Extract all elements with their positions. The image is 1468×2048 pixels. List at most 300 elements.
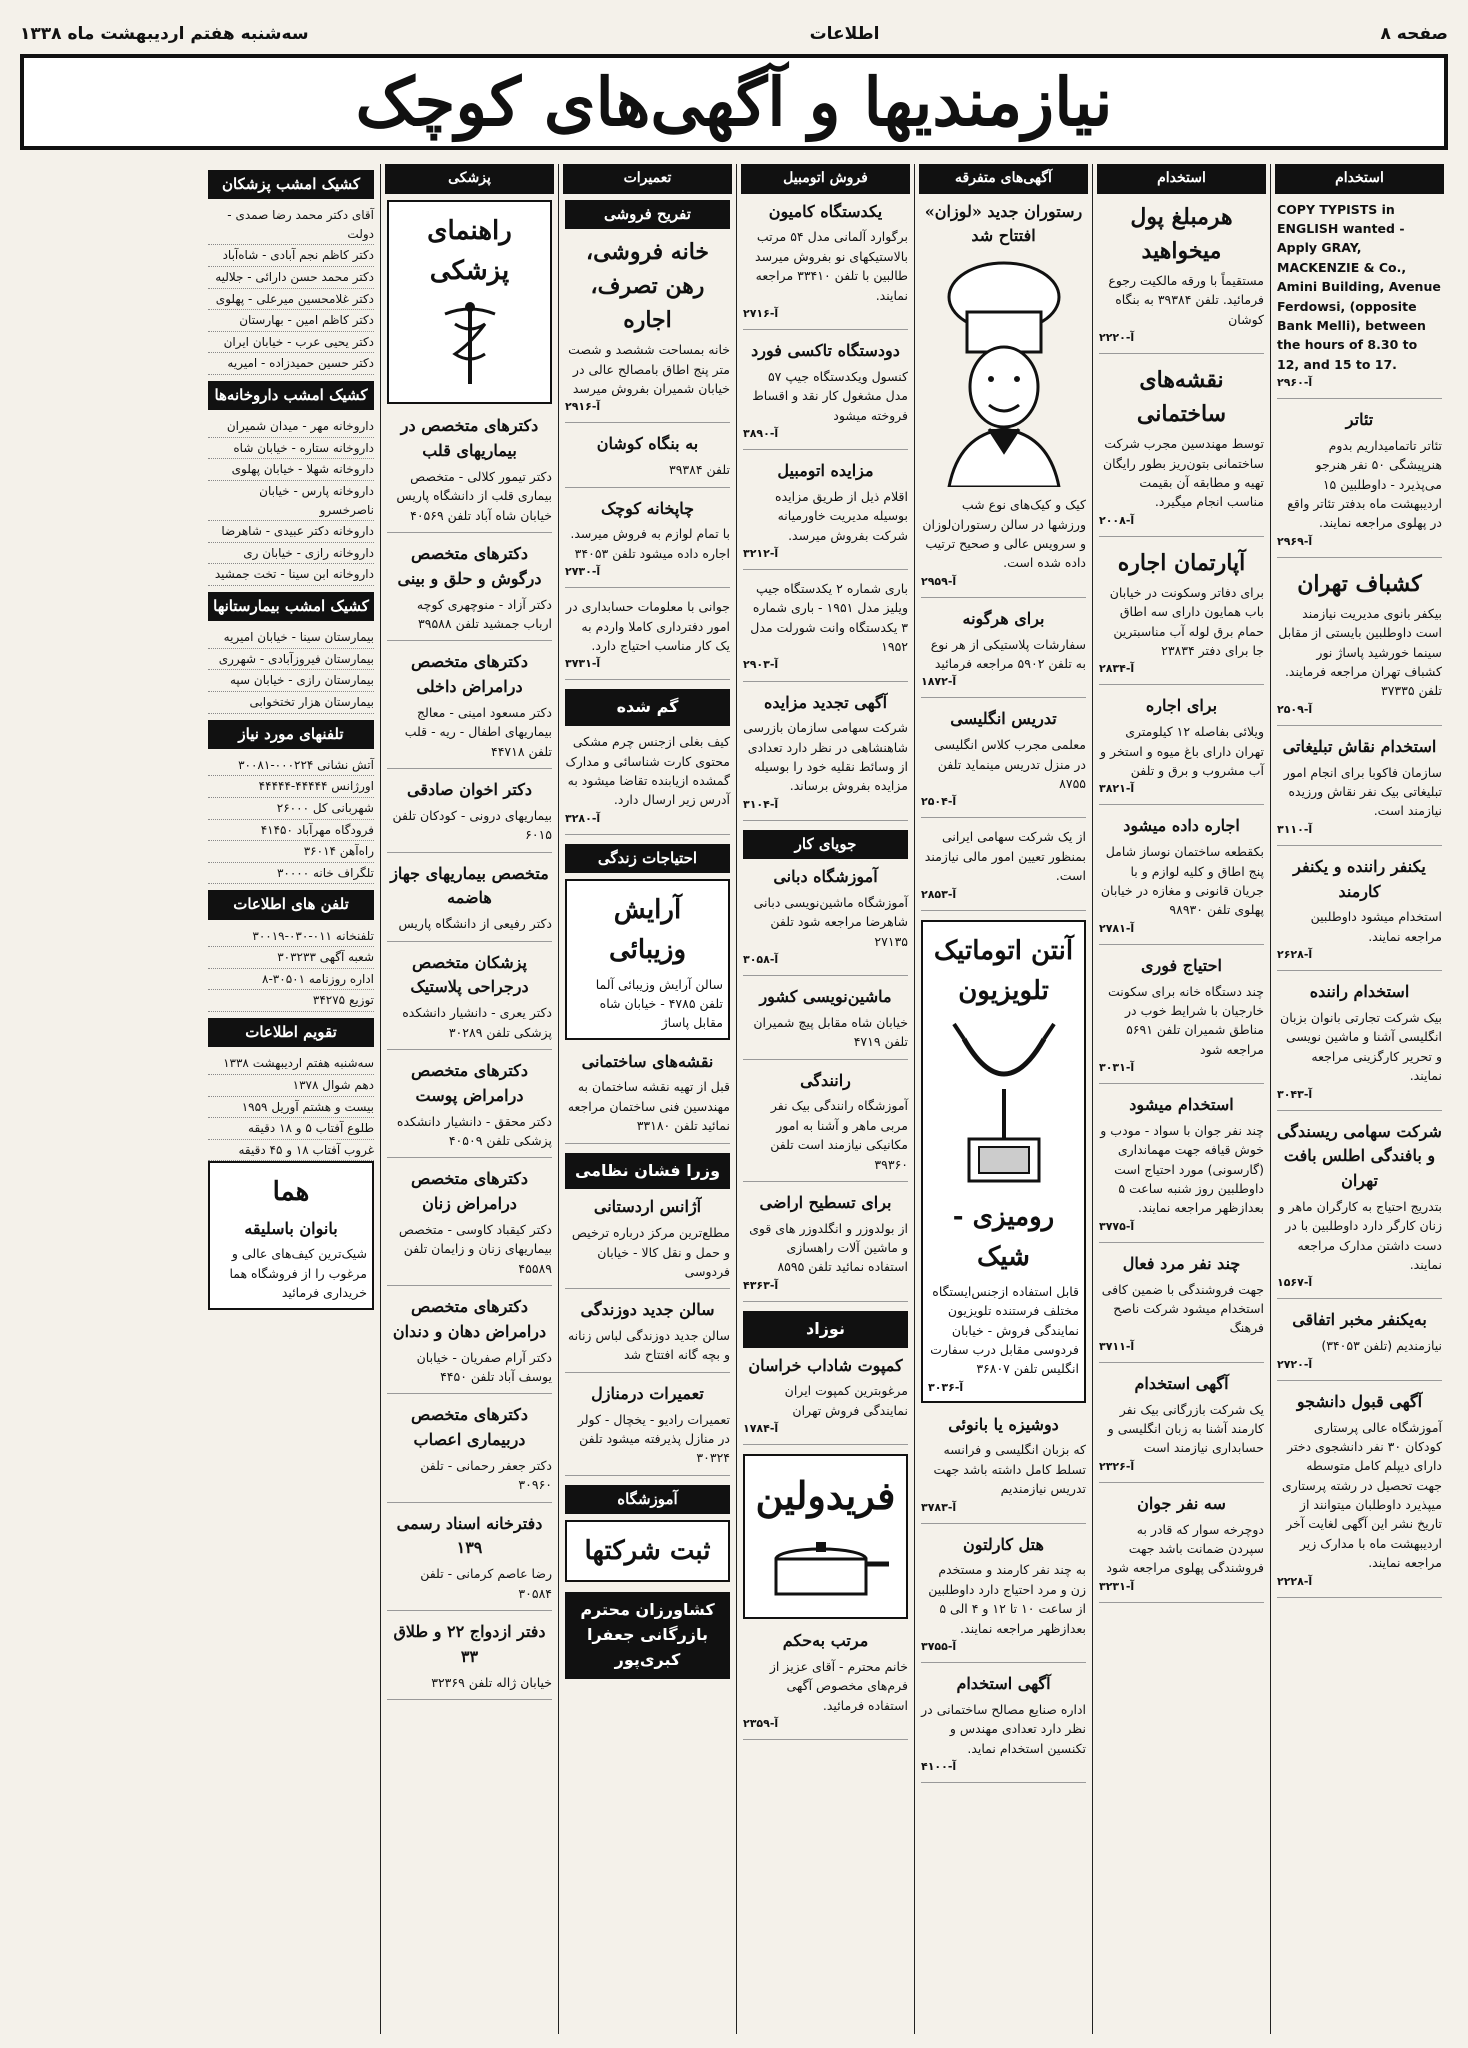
ad-code: آ-۳۸۲۱ [1099, 782, 1135, 796]
ad-body: دکتر محقق - دانشیار دانشکده پزشکی تلفن ۴۰۵۰۹ [396, 1113, 552, 1148]
ad [1099, 814, 1264, 944]
page-header [20, 14, 1448, 54]
ad [743, 1191, 908, 1302]
ad [565, 432, 730, 487]
ad-title: دکترهای متخصص درامراض پوست [410, 1060, 528, 1105]
ad-title: آرایش وزیبائی [608, 894, 687, 966]
ad-body: آموزشگاه ماشین‌نویسی دبانی شاهرضا مراجعه شود تلفن ۲۷۱۳۵ [753, 894, 908, 949]
ad-title: به بنگاه کوشان [596, 434, 699, 454]
ad-body: دکتر رفیعی از دانشگاه پاریس [398, 916, 552, 932]
list-item: داروخانه رازی - خیابان ری [208, 543, 374, 565]
ad-title: دکترهای متخصص درامراض زنان [410, 1169, 528, 1214]
ad-title: سه نفر جوان [1137, 1493, 1226, 1513]
ad-body: چند دستگاه خانه برای سکونت خارجیان با شرایط خوب در مناطق شمیران تلفن ۵۶۹۱ مراجعه شود [1108, 983, 1264, 1057]
ad-body: مطلع‌ترین مرکز درباره ترخیص و حمل و نقل کالا - خیابان فردوسی [571, 1225, 730, 1279]
list-item: آقای دکتر محمد رضا صمدی - دولت [208, 205, 374, 245]
doctor-listing [387, 542, 552, 641]
list-item: دهم شوال ۱۳۷۸ [208, 1075, 374, 1097]
ad-title: آگهی قبول دانشجو [1296, 1391, 1423, 1411]
ad-code: آ-۲۷۸۱ [1099, 921, 1135, 935]
ad-code: آ-۳۱۰۴ [743, 797, 779, 811]
ad-body: بیک شرکت تجارتی بانوان بزبان انگلیسی آشنا و ماشین نویسی و تحریر کارگزینی مراجعه نمایند. [1280, 1010, 1442, 1084]
section-heading: تلفن های اطلاعات [208, 890, 374, 919]
doctor-listing [387, 1512, 552, 1611]
list-item: سه‌شنبه هفتم اردیبهشت ۱۳۳۸ [208, 1053, 374, 1075]
ad-title: آگهی استخدام [1134, 1373, 1229, 1393]
list-item: تلگراف خانه ۳۰۰۰۰ [208, 863, 374, 885]
section-heading: کشیک امشب داروخانه‌ها [208, 381, 374, 410]
ad [565, 497, 730, 589]
doctor-listing [387, 778, 552, 853]
ad-body: شرکت سهامی سازمان بازرسی شاهنشاهی در نظر دارد تعدادی از وسائط نقلیه خود را بوسیله مزایده بفروش برساند. [743, 720, 908, 794]
ad [1277, 980, 1442, 1110]
ad-code: آ-۲۸۳۴ [1099, 662, 1135, 676]
ad-code: آ-۲۹۱۶ [565, 400, 601, 414]
ad [1099, 1492, 1264, 1603]
ad-title: دوشیزه یا بانوئی [948, 1414, 1059, 1434]
homa-subtitle: بانوان باسلیقه [244, 1218, 338, 1238]
english-ad-text: COPY TYPISTS in ENGLISH wanted - Apply GRAY, MACKENZIE & Co., Amini Building, Avenue Ferdowsi, (opposite Bank Melli), between the hours of 8.30 to 12, and 15 to 17. [1277, 201, 1441, 372]
ad-body: نیازمندیم (تلفن ۳۴۰۵۳) [1321, 1338, 1442, 1354]
ad [565, 1298, 730, 1373]
ad-body: دوچرخه سوار که قادر به سپردن ضمانت باشد جهت فروشندگی پهلوی مراجعه شود [1106, 1521, 1264, 1576]
amoozesh-banner: آموزشگاه [565, 1485, 730, 1514]
ad-title: استخدام نقاش تبلیغاتی [1282, 736, 1437, 756]
list-item: بیمارستان رازی - خیابان سپه [208, 670, 374, 692]
list-item: داروخانه ستاره - خیابان شاه [208, 438, 374, 460]
ad [1277, 1120, 1442, 1300]
doctor-listing [387, 862, 552, 942]
ad-code: آ-۳۰۴۳ [1277, 1087, 1313, 1101]
ad-title: دکترهای متخصص در بیماریهای قلب [400, 416, 539, 461]
ad-body: اقلام ذیل از طریق مزایده بوسیله مدیریت خاورمیانه شرکت بفروش میرسد. [775, 488, 908, 543]
section-heading: کشیک امشب بیمارستانها [208, 592, 374, 621]
ad-code: آ-۳۰۳۶ [928, 1380, 964, 1394]
romizi-title: رومیزی - شیک [952, 1202, 1055, 1273]
list-item: داروخانه شهلا - خیابان پهلوی [208, 459, 374, 481]
chef-icon [929, 257, 1079, 487]
list-item: بیمارستان هزار تختخوابی [208, 692, 374, 714]
ad [743, 691, 908, 821]
fridolin-ad [743, 1454, 908, 1619]
ad-title: دفتر ازدواج ۲۲ و طلاق ۳۳ [393, 1622, 546, 1666]
list-item: داروخانه ابن سینا - تخت جمشید [208, 564, 374, 586]
ad-body: برگوارد آلمانی مدل ۵۴ مرتب بالاستیکهای نو بفروش میرسد طالبین با تلفن ۳۳۴۱۰ مراجعه نمایند. [755, 229, 908, 303]
ad [1099, 546, 1264, 686]
ad [1099, 1093, 1264, 1243]
list-item: آتش نشانی ۰۰۰۲۲۴-۳۰۰۸۱ [208, 755, 374, 777]
ad-title: دکترهای متخصص درگوش و حلق و بینی [397, 544, 542, 588]
ad-code: آ-۳۰۵۸ [743, 953, 779, 967]
list-item: غروب آفتاب ۱۸ و ۴۵ دقیقه [208, 1140, 374, 1162]
jooya-banner: جویای کار [743, 830, 908, 859]
ad [565, 732, 730, 835]
ad-code: آ-۲۹۶۹ [1277, 534, 1313, 548]
useful-phones-list [208, 755, 374, 885]
ad-title: مزایده اتومبیل [777, 461, 874, 480]
ad-title: استخدام راننده [1309, 982, 1410, 1002]
list-item: شعبه آگهی ۳۰۳۲۳۳ [208, 947, 374, 969]
doctor-listing [387, 1295, 552, 1394]
ad-title: کمپوت شاداب خراسان [748, 1355, 903, 1375]
medical-guide-box [387, 200, 552, 405]
ad-body: مرغوبترین کمپوت ایران نمایندگی فروش تهران [784, 1383, 908, 1418]
ad-body: به چند نفر کارمند و مستخدم زن و مرد احتیاج دارد داوطلبین از ساعت ۱۰ تا ۱۲ و ۴ الی ۵ بعدازظهر مراجعه نمایند. [928, 1562, 1086, 1636]
doctors-on-duty-list [208, 205, 374, 375]
ad-title: کشاورزان محترم [580, 1600, 715, 1620]
ad [1099, 1252, 1264, 1363]
column-6-heading: پزشکی [385, 164, 554, 194]
ad [743, 200, 908, 330]
ad-code: آ-۱۵۶۷ [1277, 1276, 1313, 1290]
ad-body: دکتر جعفر رحمانی - تلفن ۳۰۹۶۰ [420, 1457, 552, 1493]
ad [921, 1413, 1086, 1524]
ad-body: خیابان شاه مقابل پیچ شمیران تلفن ۴۷۱۹ [753, 1014, 908, 1050]
pharmacies-on-duty-list [208, 416, 374, 586]
ad-body: جهت فروشندگی با ضمین کافی استخدام میشود شرکت ناصح فرهنگ [1101, 1281, 1264, 1336]
list-item: راه‌آهن ۳۶۰۱۴ [208, 841, 374, 863]
caduceus-illustration [394, 299, 545, 389]
ad-body: دکتر آزاد - منوچهری کوچه ارباب جمشید تلفن ۳۹۵۸۸ [416, 596, 552, 631]
ad-code: آ-۲۵۰۹ [1277, 702, 1313, 716]
ad-code: آ-۳۷۵۵ [921, 1639, 957, 1653]
hospitals-on-duty-list [208, 627, 374, 713]
column-1-heading: استخدام [1275, 164, 1444, 194]
column-2-heading: استخدام [1097, 164, 1266, 194]
ad [743, 1069, 908, 1182]
ad-code: آ-۴۱۰۰ [921, 1759, 957, 1773]
ad-title: یکدستگاه کامیون [768, 201, 883, 221]
pressure-cooker-icon [761, 1534, 891, 1604]
ad-title: آپارتمان اجاره [1117, 549, 1246, 576]
ad [743, 865, 908, 976]
ad [1277, 567, 1442, 726]
masthead-title: نیازمندیها و آگهی‌های کوچک [355, 63, 1113, 141]
ad-title: آژانس اردستانی [593, 1197, 702, 1217]
ad-body: آموزشگاه عالی پرستاری کودکان ۳۰ نفر دانشجوی دختر دارای دیپلم کامل متوسطه جهت تحصیل در رشته پرستاری میپذیرد داوطلبان میتوانند از تاریخ نشر این آگهی لغایت آخر اردیبهشت ماه با مدارک زیر مراجعه نمایند. [1281, 1419, 1442, 1571]
chef-illustration [921, 257, 1086, 487]
ad-body: برای دفاتر وسکونت در خیابان باب همایون دارای سه اطاق حمام برق لوله آب مناسبترین جا برای دفتر ۲۳۸۳۴ [1109, 584, 1264, 658]
ad-title: تعمیرات درمنازل [591, 1383, 704, 1403]
ad [565, 597, 730, 680]
homa-ad [208, 1161, 374, 1309]
section-heading: تقویم اطلاعات [208, 1018, 374, 1047]
section-heading: تلفنهای مورد نیاز [208, 720, 374, 749]
ad-title: اجاره داده میشود [1123, 816, 1240, 836]
ad-body: استخدام میشود داوطلبین مراجعه نمایند. [1310, 909, 1442, 944]
doctor-listing [387, 1167, 552, 1286]
ad-code: آ-۳۲۸۰ [565, 811, 601, 825]
ad-code: آ-۳۲۳۱ [1099, 1579, 1135, 1593]
ad-title: نقشه‌های ساختمانی [581, 1051, 714, 1071]
ad-body: ویلائی بفاصله ۱۲ کیلومتری تهران دارای باغ میوه و استخر و آب مشروب و برق و تلفن [1100, 724, 1264, 778]
ad-body: سالن آرایش وزیبائی آلما تلفن ۴۷۸۵ - خیابان شاه مقابل پاساژ [595, 976, 723, 1031]
ad-code: آ-۳۱۱۰ [1277, 822, 1313, 836]
ad-body: تلفن ۳۹۳۸۴ [668, 462, 730, 478]
ad-body: که بزبان انگلیسی و فرانسه تسلط کامل داشته باشد جهت تدریس نیازمندیم [933, 1442, 1086, 1497]
ad-code: آ-۲۹۰۳ [743, 658, 779, 672]
ad-code: آ-۳۷۱۱ [1099, 1339, 1135, 1353]
doctor-listing [387, 951, 552, 1050]
column-1 [1270, 164, 1448, 2034]
list-item: تلفنخانه ۰۱۱-۰۳۰-۳۰۰۱۹ [208, 926, 374, 948]
ad-body: خیابان ژاله تلفن ۳۲۳۶۹ [431, 1674, 552, 1690]
ad-body: مستقیماً با ورقه مالکیت رجوع فرمائید. تلفن ۳۹۳۸۴ به بنگاه کوشان [1108, 272, 1264, 327]
ad [565, 1050, 730, 1144]
ad-body: دکتر یعری - دانشیار دانشکده پزشکی تلفن ۳۰۲۸۹ [402, 1005, 552, 1040]
column-3 [914, 164, 1092, 2034]
column-7 [202, 164, 380, 2034]
tafrigh-banner: تفریح فروشی [565, 200, 730, 229]
ad-title: چند نفر مرد فعال [1122, 1253, 1241, 1273]
tv-antenna-title: آنتن اتوماتیک تلویزیون [933, 935, 1074, 1006]
ad-body: رضا عاصم کرمانی - تلفن ۳۰۵۸۴ [420, 1566, 552, 1601]
ad-title: برای تسطیح اراضی [759, 1192, 892, 1212]
section-heading: کشیک امشب پزشکان [208, 170, 374, 199]
list-item: بیست و هشتم آوریل ۱۹۵۹ [208, 1097, 374, 1119]
beauty-salon-ad [565, 879, 730, 1040]
fridolin-brand: فریدولین [755, 1473, 896, 1519]
english-ad [1277, 200, 1442, 399]
ad [1099, 363, 1264, 537]
ad-body: اداره صنایع مصالح ساختمانی در نظر دارد تعدادی مهندس و تکنسین استخدام نماید. [921, 1701, 1086, 1756]
calendar-list [208, 1053, 374, 1161]
ad [743, 1354, 908, 1446]
ad-code: آ-۲۷۲۰ [1277, 1357, 1313, 1371]
list-item: اورژانس ۴۴۴۴۴-۴۴۴۴۴ [208, 776, 374, 798]
ad-title: شرکت سهامی ریسندگی و بافندگی اطلس بافت تهران [1277, 1121, 1442, 1191]
doctor-listing [387, 1403, 552, 1502]
ad-code: آ-۲۳۵۹ [743, 1717, 779, 1731]
ad-body: قبل از تهیه نقشه ساختمان به مهندسین فنی ساختمان مراجعه نمائید تلفن ۳۳۱۸۰ [567, 1079, 730, 1134]
ad-title: دکترهای متخصص درامراض داخلی [410, 652, 528, 697]
ejtemaiat-banner: احتیاجات زندگی [565, 844, 730, 873]
ad-body: کیک و کیک‌های نوع شب ورزشها در سالن رستوران‌لوزان و سرویس عالی و صحیح ترتیب داده شده است. [922, 497, 1086, 571]
ad [921, 827, 1086, 910]
ad-title: خانه فروشی، رهن تصرف، اجاره [585, 238, 710, 334]
list-item: دکتر کاظم امین - بهارستان [208, 310, 374, 332]
list-item: دکتر محمد حسن دارائی - جلالیه [208, 267, 374, 289]
ad [565, 235, 730, 423]
ad [1277, 1308, 1442, 1380]
ad-title: احتیاج فوری [1141, 955, 1222, 975]
ad-title: برای هرگونه [962, 608, 1045, 628]
ad-body: آموزشگاه رانندگی بیک نفر مربی ماهر و آشنا به امور مکانیکی نیازمند است تلفن ۳۹۳۶۰ [770, 1098, 908, 1172]
ad-body: خانه بمساحت ششصد و شصت متر پنج اطاق بامصالح عالی در خیابان شمیران بفروش میرسد [568, 342, 730, 396]
ad-code: آ-۲۷۱۶ [743, 306, 779, 320]
ad-body: سازمان فاکوبا برای انجام امور تبلیغاتی بیک نفر نقاش ورزیده نیازمند است. [1283, 764, 1442, 819]
ad-title: مرتب به‌حکم [782, 1631, 869, 1651]
medical-guide-title: راهنمای پزشکی [427, 215, 512, 286]
list-item: داروخانه دکتر عبیدی - شاهرضا [208, 521, 374, 543]
list-item: طلوع آفتاب ۵ و ۱۸ دقیقه [208, 1118, 374, 1140]
nozad-banner: نوزاد [743, 1311, 908, 1348]
ad [1099, 200, 1264, 354]
ad [921, 495, 1086, 598]
columns [20, 164, 1448, 2034]
column-6 [380, 164, 558, 2034]
ad [1277, 1390, 1442, 1598]
ad [565, 1382, 730, 1476]
column-5 [558, 164, 736, 2034]
ad-body: بیماریهای درونی - کودکان تلفن ۶۰۱۵ [392, 807, 552, 843]
ad-title: دفترخانه اسناد رسمی ۱۳۹ [396, 1513, 543, 1558]
ad-body: معلمی مجرب کلاس انگلیسی در منزل تدریس مینماید تلفن ۸۷۵۵ [934, 737, 1086, 791]
gomshode-banner: گم شده [565, 689, 730, 726]
ad-code: آ-۲۲۲۰ [1099, 331, 1135, 344]
ad-body: دکتر کیقباد کاوسی - متخصص بیماریهای زنان و زایمان تلفن ۴۵۵۸۹ [398, 1221, 552, 1276]
ad-title: آگهی استخدام [956, 1673, 1051, 1693]
ad-code: آ-۲۳۲۶ [1099, 1459, 1135, 1473]
doctor-listing [387, 650, 552, 769]
ad [565, 1195, 730, 1289]
ad-code: آ-۲۶۲۸ [1277, 948, 1313, 962]
ad-title: ماشین‌نویسی کشور [759, 987, 892, 1007]
ad-body: تعمیرات رادیو - یخچال - کولر در منازل پذیرفته میشود تلفن ۳۰۳۲۴ [577, 1411, 730, 1466]
list-item: داروخانه پارس - خیابان ناصرخسرو [208, 481, 374, 521]
ad-code: آ-۲۵۰۴ [921, 795, 957, 809]
ad [1099, 694, 1264, 805]
list-item: بیمارستان فیروزآبادی - شهرری [208, 649, 374, 671]
ad [743, 579, 908, 682]
column-4-heading: فروش اتومبیل [741, 164, 910, 194]
ad-code: آ-۲۷۳۰ [565, 565, 601, 579]
ad-title: دکتر اخوان صادقی [407, 780, 532, 800]
ad-code: آ-۳۷۷۵ [1099, 1219, 1135, 1233]
ad-body: دکتر تیمور کلالی - متخصص بیماری قلب از دانشگاه پاریس خیابان شاه آباد تلفن ۴۰۵۶۹ [396, 468, 552, 523]
ad-title: برای اجاره [1145, 696, 1218, 716]
list-item: دکتر یحیی عرب - خیابان ایران [208, 332, 374, 354]
ad [921, 1533, 1086, 1663]
ad-code: آ-۴۳۶۳ [743, 1278, 779, 1292]
caduceus-icon [435, 299, 505, 389]
ad-code: آ-۲۹۶۰ [1277, 376, 1313, 390]
ad-code: آ-۳۷۳۱ [565, 657, 601, 671]
ad-title: نقشه‌های ساختمانی [1136, 367, 1227, 428]
ad-code: آ-۲۹۵۹ [921, 574, 957, 588]
ad-code: آ-۲۸۵۳ [921, 887, 957, 901]
ad-body: یک شرکت بازرگانی بیک نفر کارمند آشنا به زبان انگلیسی و حسابداری نیازمند است [1107, 1401, 1264, 1456]
ad-title: پزشکان متخصص درجراحی پلاستیک [410, 952, 529, 997]
nezami-banner: وزرا فشان نظامی [565, 1153, 730, 1190]
column-2 [1092, 164, 1270, 2034]
ad-body: بکقطعه ساختمان نوساز شامل پنج اطاق و کلیه لوازم و با جریان قانونی و مغازه در خیابان پهلوی تلفن ۹۸۹۳۰ [1100, 844, 1264, 918]
ad-title: دکترهای متخصص درامراض دهان و دندان [392, 1296, 547, 1341]
list-item: اداره روزنامه ۳۰۵۰۱-۸ [208, 969, 374, 991]
ad-title: کشباف تهران [1297, 570, 1422, 597]
list-item: فرودگاه مهرآباد ۴۱۴۵۰ [208, 820, 374, 842]
doctor-listing [387, 414, 552, 533]
farmers-ad [565, 1592, 730, 1678]
ad-body: سفارشات پلاستیکی از هر نوع به تلفن ۵۹۰۲ مراجعه فرمائید [930, 636, 1086, 671]
ad [743, 985, 908, 1060]
ad-code: آ-۳۷۸۳ [921, 1500, 957, 1514]
ad-title: دکترهای متخصص دربیماری اعصاب [410, 1405, 528, 1450]
ad-title: چاپخانه کوچک [600, 498, 695, 518]
ad-title: آگهی تجدید مزایده [763, 692, 888, 712]
ad-body: توسط مهندسین مجرب شرکت ساختمانی بتون‌ریز بطور رایگان تهیه و مطابقه آن بقیمت مناسب انجام میگیرد. [1102, 436, 1264, 510]
ad-body: با تمام لوازم به فروش میرسد. اجاره داده میشود تلفن ۳۴۰۵۳ [570, 526, 730, 561]
masthead [20, 54, 1448, 150]
ad-title: متخصص بیماریهای جهاز هاضمه [390, 863, 549, 908]
paper-name: اطلاعات [809, 24, 880, 44]
ad-body: بازرگانی جعفرا کبری‌پور [586, 1625, 709, 1669]
ad-body: بتدریج احتیاج به کارگران ماهر و زنان کارگر دارد داوطلبین با در دست داشتن مدارک مراجعه نمایند. [1278, 1198, 1442, 1273]
ad-body: سالن جدید دوزندگی لباس زنانه و بچه گانه افتتاح شد [567, 1328, 730, 1363]
ad-code: آ-۱۸۷۲ [921, 675, 957, 689]
ad-title: به‌یکنفر مخبر اتفاقی [1292, 1310, 1427, 1330]
ad-body: از بولدوزر و انگلدوزر های قوی و ماشین آلات راهسازی استفاده نمائید تلفن ۸۵۹۵ [749, 1220, 908, 1275]
ad-title: آموزشگاه دبانی [773, 867, 878, 887]
ad-title: هتل کارلتون [963, 1534, 1044, 1554]
list-item: شهربانی کل ۲۶۰۰۰ [208, 798, 374, 820]
list-item: دکتر غلامحسین میرعلی - پهلوی [208, 289, 374, 311]
ad-body: کیف بغلی ازجنس چرم مشکی محتوی کارت شناسائی و مدارک گمشده ازیابنده تقاضا میشود به آدرس زیر ارسال دارد. [565, 734, 730, 808]
doctor-listing [387, 1059, 552, 1158]
page-number: صفحه ۸ [1380, 24, 1448, 44]
ad [1099, 954, 1264, 1084]
ad-title: استخدام میشود [1129, 1095, 1234, 1115]
issue-date: سه‌شنبه هفتم اردیبهشت ماه ۱۳۳۸ [20, 24, 309, 44]
tv-antenna-icon [939, 1019, 1069, 1189]
antenna-illustration [928, 1019, 1079, 1189]
list-item: داروخانه مهر - میدان شمیران [208, 416, 374, 438]
ad-title: سالن جدید دوزندگی [580, 1300, 715, 1320]
homa-body: شیک‌ترین کیف‌های عالی و مرغوب را از فروشگاه هما خریداری فرمائید [229, 1246, 367, 1301]
ad [1277, 408, 1442, 558]
ad-body: تئاتر تاتمامیداریم بدوم هنرپیشگی ۵۰ نفر هنرجو می‌پذیرد - داوطلبین ۱۵ اردیبهشت ماه بدفتر تئاتر واقع در پهلوی مراجعه نمایند. [1287, 437, 1442, 531]
ad [921, 1672, 1086, 1783]
sabt-ad [565, 1520, 730, 1582]
ad-title: یکنفر راننده و یکنفر کارمند [1293, 856, 1426, 901]
list-item: بیمارستان سینا - خیابان امیریه [208, 627, 374, 649]
list-item: توزیع ۳۴۲۷۵ [208, 990, 374, 1012]
ad-body: از یک شرکت سهامی ایرانی بمنظور تعیین امور مالی نیازمند است. [924, 829, 1086, 884]
ad-body: جوانی با معلومات حسابداری در امور دفترداری کاملا واردم به یک کار مناسب احتیاج دارد. [566, 599, 730, 653]
list-item: دکتر حسین حمیدزاده - امیریه [208, 353, 374, 375]
pressure-cooker-illustration [750, 1534, 901, 1604]
doctor-listing [387, 1620, 552, 1700]
homa-title: هما [272, 1177, 310, 1208]
ad-code: آ-۱۷۸۴ [743, 1422, 779, 1436]
ad-body: باری شماره ۲ یکدستگاه جیپ ویلیز مدل ۱۹۵۱ - باری شماره ۳ یکدستگاه وانت شورلت مدل ۱۹۵۲ [750, 580, 908, 655]
ad [743, 339, 908, 450]
list-item: دکتر کاظم نجم آبادی - شاه‌آباد [208, 245, 374, 267]
ad-body: کنسول ویکدستگاه جیپ ۵۷ مدل مشغول کار نقد و اقساط فروخته میشود [752, 368, 908, 423]
tv-antenna-ad [921, 920, 1086, 1403]
ad-body: بیکفر بانوی مدیریت نیازمند است داوطلبین بایستی از مقابل سینما خورشید پاساژ نور کشباف تهران مراجعه فرمایند. تلفن ۳۷۳۳۵ [1278, 605, 1442, 699]
ad-body: قابل استفاده ازجنس‌ایستگاه مختلف فرستنده تلویزیون نمایندگی فروش - خیابان فردوسی مقابل درب سفارت انگلیس تلفن ۳۶۸۰۷ [930, 1283, 1079, 1377]
ad-title: تئاتر [1345, 410, 1374, 430]
info-phones-list [208, 926, 374, 1012]
ad [743, 459, 908, 570]
ad-title: رانندگی [800, 1070, 851, 1090]
ad-body: دکتر مسعود امینی - معالج بیماریهای اطفال - ریه - قلب تلفن ۴۴۷۱۸ [404, 704, 552, 759]
column-5-heading: تعمیرات [563, 164, 732, 194]
ad [1277, 855, 1442, 971]
ad [743, 1629, 908, 1740]
ad-title: تدریس انگلیسی [950, 709, 1057, 729]
ad-code: آ-۳۲۱۲ [743, 546, 779, 560]
ad-title: دودستگاه تاکسی فورد [751, 341, 900, 361]
ad-code: آ-۲۰۰۸ [1099, 513, 1135, 527]
ad-body: دکتر آرام صفریان - خیابان یوسف آباد تلفن ۴۴۵۰ [416, 1349, 552, 1384]
ad [921, 707, 1086, 818]
ad [1277, 735, 1442, 846]
column-4 [736, 164, 914, 2034]
ad [1099, 1372, 1264, 1483]
ad-code: آ-۲۲۲۸ [1277, 1574, 1313, 1588]
